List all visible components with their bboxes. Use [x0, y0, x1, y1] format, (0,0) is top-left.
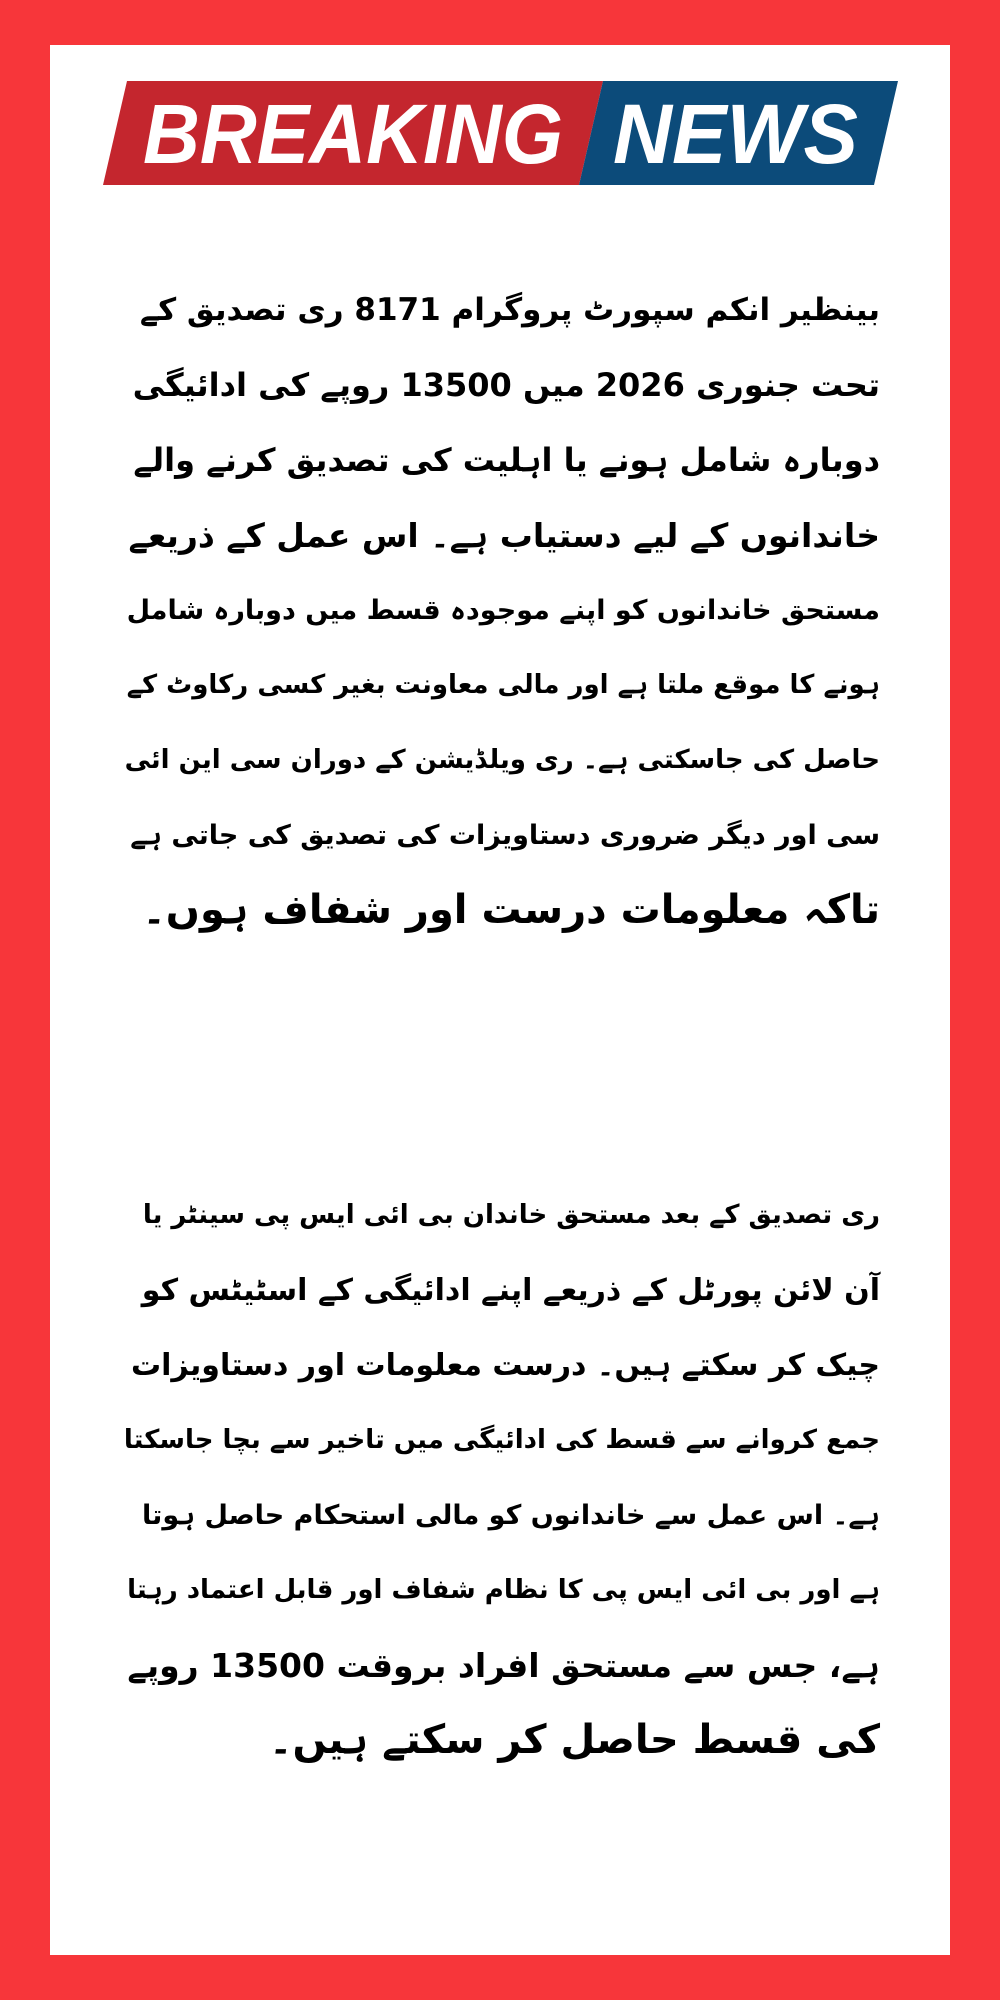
paragraph-line: ہے، جس سے مستحق افراد بروقت 13500 روپے — [127, 1646, 880, 1685]
paragraph-line: ہے۔ اس عمل سے خاندانوں کو مالی استحکام حاصل ہوتا — [142, 1500, 880, 1531]
paragraph-line: ہونے کا موقع ملتا ہے اور مالی معاونت بغیر کسی رکاوٹ کے — [126, 670, 880, 700]
breaking-news-banner — [103, 81, 898, 185]
paragraph-line: کی قسط حاصل کر سکتے ہیں۔ — [269, 1717, 880, 1763]
paragraph-line: جمع کروانے سے قسط کی ادائیگی میں تاخیر سے بچا جاسکتا — [123, 1425, 880, 1455]
paragraph-line: چیک کر سکتے ہیں۔ درست معلومات اور دستاویزات — [130, 1348, 880, 1383]
paragraph-line: تحت جنوری 2026 میں 13500 روپے کی ادائیگی — [132, 366, 880, 404]
paragraph-line: تاکہ معلومات درست اور شفاف ہوں۔ — [142, 887, 880, 933]
paragraph-line: حاصل کی جاسکتی ہے۔ ری ویلڈیشن کے دوران سی این ائی — [124, 745, 880, 775]
banner-word-breaking: BREAKING — [143, 87, 563, 181]
paragraph-line: ری تصدیق کے بعد مستحق خاندان بی ائی ایس پی سینٹر یا — [142, 1200, 880, 1230]
banner-word-news: NEWS — [613, 87, 858, 181]
paragraph-line: دوبارہ شامل ہونے یا اہلیت کی تصدیق کرنے والے — [133, 441, 880, 479]
article-paragraph-2 — [120, 1178, 880, 1778]
paragraph-line: خاندانوں کے لیے دستیاب ہے۔ اس عمل کے ذریعے — [128, 516, 880, 555]
breaking-news-logo — [103, 81, 898, 185]
paragraph-line: ہے اور بی ائی ایس پی کا نظام شفاف اور قابل اعتماد رہتا — [127, 1575, 880, 1605]
paragraph-line: سی اور دیگر ضروری دستاویزات کی تصدیق کی جاتی ہے — [130, 820, 880, 851]
paragraph-line: بینظیر انکم سپورٹ پروگرام 8171 ری تصدیق کے — [139, 292, 880, 328]
article-paragraph-1 — [120, 273, 880, 948]
paragraph-line: مستحق خاندانوں کو اپنے موجودہ قسط میں دوبارہ شامل — [126, 595, 880, 626]
paragraph-line: آن لائن پورٹل کے ذریعے اپنے ادائیگی کے اسٹیٹس کو — [141, 1273, 880, 1308]
article-card — [50, 45, 950, 1955]
